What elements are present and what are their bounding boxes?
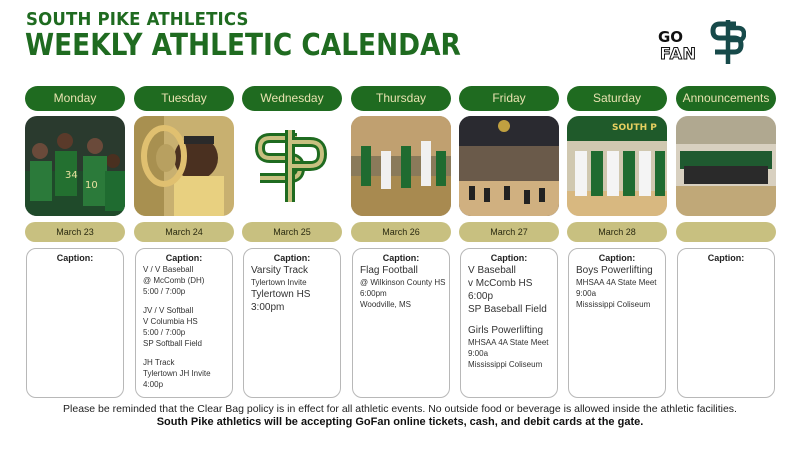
date-saturday: March 28: [567, 222, 667, 242]
caption-line: Woodville, MS: [360, 300, 411, 309]
caption-box-saturday: [568, 248, 666, 398]
gofan-logo: [658, 28, 704, 62]
photo-tuesday: [134, 116, 234, 216]
caption-line: 4:00p: [143, 380, 164, 389]
caption-box-wednesday: [243, 248, 341, 398]
caption-box-tuesday: [135, 248, 233, 398]
caption-line: Flag Football: [360, 265, 418, 276]
caption-label: Caption:: [165, 253, 203, 263]
caption-line: 5:00 / 7:00p: [143, 287, 186, 296]
school-title: SOUTH PIKE ATHLETICS: [26, 9, 249, 30]
caption-box-monday: [26, 248, 124, 398]
caption-line: JV / V Softball: [143, 306, 194, 315]
svg-text:10: 10: [85, 180, 98, 191]
caption-line: 9:00a: [468, 349, 489, 358]
caption-spacer: [143, 349, 225, 357]
caption-label: Caption:: [273, 253, 311, 263]
caption-line: MHSAA 4A State Meet: [576, 278, 657, 287]
caption-box-friday: [460, 248, 558, 398]
caption-line: v McComb HS: [468, 278, 533, 289]
caption-label: Caption:: [490, 253, 528, 263]
photo-announcements: [676, 116, 776, 216]
caption-line: V / V Baseball: [143, 265, 194, 274]
caption-line: 3:00pm: [251, 302, 285, 313]
caption-label: Caption:: [707, 253, 745, 263]
photo-monday: [25, 116, 125, 216]
day-header-thursday: Thursday: [351, 86, 451, 111]
date-tuesday: March 24: [134, 222, 234, 242]
photo-saturday: [567, 116, 667, 216]
day-header-tuesday: Tuesday: [134, 86, 234, 111]
caption-line: Mississippi Coliseum: [576, 300, 651, 309]
caption-line: V Baseball: [468, 265, 516, 276]
day-header-friday: Friday: [459, 86, 559, 111]
caption-line: @ Wilkinson County HS: [360, 278, 446, 287]
day-header-saturday: Saturday: [567, 86, 667, 111]
caption-line: 5:00 / 7:00p: [143, 328, 186, 337]
caption-line: @ McComb (DH): [143, 276, 205, 285]
svg-text:SOUTH P: SOUTH P: [612, 123, 657, 133]
photo-thursday: [351, 116, 451, 216]
day-header-announcements: Announcements: [676, 86, 776, 111]
date-friday: March 27: [459, 222, 559, 242]
date-monday: March 23: [25, 222, 125, 242]
caption-spacer: [468, 316, 550, 324]
caption-label: Caption:: [56, 253, 94, 263]
payment-notice: South Pike athletics will be accepting GoFan online tickets, cash, and debit cards at the gate.: [156, 416, 644, 428]
caption-line: JH Track: [143, 358, 175, 367]
svg-text:34: 34: [65, 170, 78, 181]
caption-line: Boys Powerlifting: [576, 265, 653, 276]
caption-line: Tylertown JH Invite: [143, 369, 211, 378]
caption-line: Tylertown HS: [251, 289, 311, 300]
date-wednesday: March 25: [242, 222, 342, 242]
page-title: WEEKLY ATHLETIC CALENDAR: [25, 28, 461, 63]
caption-line: Varsity Track: [251, 265, 309, 276]
day-header-wednesday: Wednesday: [242, 86, 342, 111]
caption-line: SP Baseball Field: [468, 304, 547, 315]
date-thursday: March 26: [351, 222, 451, 242]
caption-line: Girls Powerlifting: [468, 325, 544, 336]
caption-line: Tylertown Invite: [251, 278, 307, 287]
caption-box-thursday: [352, 248, 450, 398]
gofan-go-text: GO: [658, 28, 684, 46]
photo-friday: [459, 116, 559, 216]
day-header-monday: Monday: [25, 86, 125, 111]
caption-label: Caption:: [598, 253, 636, 263]
date-announcements: [676, 222, 776, 242]
caption-line: MHSAA 4A State Meet: [468, 338, 549, 347]
caption-box-announcements: [677, 248, 775, 398]
caption-line: 6:00pm: [360, 289, 387, 298]
caption-label: Caption:: [382, 253, 420, 263]
clear-bag-notice: Please be reminded that the Clear Bag policy is in effect for all athletic events. No outside food or beverage is allowed inside the athletic facilities.: [63, 403, 737, 415]
caption-line: V Columbia HS: [143, 317, 198, 326]
photo-wednesday: [242, 116, 342, 216]
caption-line: SP Softball Field: [143, 339, 202, 348]
caption-line: Mississippi Coliseum: [468, 360, 543, 369]
sp-logo-icon: [710, 18, 746, 66]
gofan-fan-text: FAN: [660, 44, 697, 63]
caption-line: 9:00a: [576, 289, 597, 298]
caption-line: 6:00p: [468, 291, 494, 302]
caption-spacer: [143, 297, 225, 305]
